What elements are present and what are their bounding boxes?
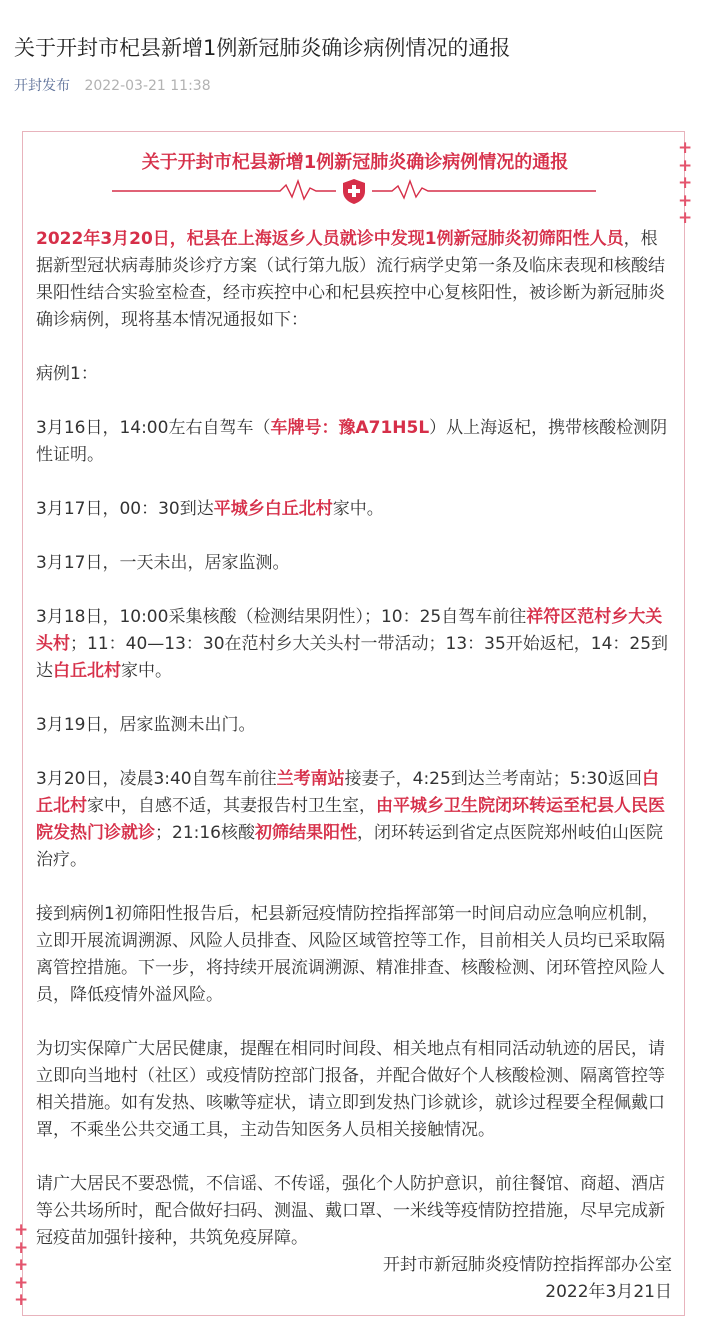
plus-decoration-left: + + + + + — [14, 1220, 29, 1310]
appeal-paragraph: 请广大居民不要恐慌，不信谣、不传谣，强化个人防护意识，前往餐馆、商超、酒店等公共场所时，配合做好扫码、测温、戴口罩、一米线等疫情防控措施，尽早完成新冠疫苗加强针接种，共筑免疫屏障。 — [36, 1174, 665, 1248]
timeline-0317-arrival: 3月17日，00：30到达平城乡白丘北村家中。 — [36, 499, 384, 519]
shield-cross-icon — [343, 179, 365, 204]
plus-decoration-right: + + + + + — [678, 138, 693, 228]
signature — [36, 1252, 672, 1306]
timeline-0320: 3月20日，凌晨3:40自驾车前往兰考南站接妻子，4:25到达兰考南站；5:30返回白丘北村家中，自感不适，其妻报告村卫生室，由平城乡卫生院闭环转运至杞县人民医院发热门诊就诊；21:16核酸初筛结果阳性，闭环转运到省定点医院郑州岐伯山医院治疗。 — [36, 769, 665, 870]
article-meta — [14, 76, 211, 96]
reminder-paragraph: 为切实保障广大居民健康，提醒在相同时间段、相关地点有相同活动轨迹的居民，请立即向当地村（社区）或疫情防控部门报备，并配合做好个人核酸检测、隔离管控等相关措施。如有发热、咳嗽等症状，请立即到发热门诊就诊，就诊过程要全程佩戴口罩，不乘坐公共交通工具，主动告知医务人员相关接触情况。 — [36, 1039, 665, 1140]
timeline-0317-home: 3月17日，一天未出，居家监测。 — [36, 553, 290, 573]
heartbeat-divider — [112, 176, 596, 206]
signature-org: 开封市新冠肺炎疫情防控指挥部办公室 — [383, 1255, 672, 1275]
notice-body — [36, 226, 672, 1279]
case-label: 病例1： — [36, 364, 98, 384]
timeline-0318: 3月18日，10:00采集核酸（检测结果阴性）；10：25自驾车前往祥符区范村乡大关头村；11：40—13：30在范村乡大关头村一带活动；13：35开始返杞，14：25到达白丘北村家中。 — [36, 607, 669, 681]
timeline-0316: 3月16日，14:00左右自驾车（车牌号：豫A71H5L）从上海返杞，携带核酸检测阴性证明。 — [36, 418, 668, 465]
response-paragraph: 接到病例1初筛阳性报告后，杞县新冠疫情防控指挥部第一时间启动应急响应机制，立即开展流调溯源、风险人员排查、风险区域管控等工作，目前相关人员均已采取隔离管控措施。下一步，将持续开展流调溯源、精准排查、核酸检测、闭环管控风险人员，降低疫情外溢风险。 — [36, 904, 665, 1005]
source-link[interactable]: 开封发布 — [14, 78, 70, 94]
intro-paragraph: 2022年3月20日，杞县在上海返乡人员就诊中发现1例新冠肺炎初筛阳性人员，根据新型冠状病毒肺炎诊疗方案（试行第九版）流行病学史第一条及临床表现和核酸结果阳性结合实验室检查，经市疾控中心和杞县疾控中心复核阳性，被诊断为新冠肺炎确诊病例，现将基本情况通报如下： — [36, 229, 665, 330]
notice-title: 关于开封市杞县新增1例新冠肺炎确诊病例情况的通报 — [141, 152, 569, 173]
signature-date: 2022年3月21日 — [545, 1282, 672, 1302]
page-title: 关于开封市杞县新增1例新冠肺炎确诊病例情况的通报 — [14, 36, 511, 60]
timeline-0319: 3月19日，居家监测未出门。 — [36, 715, 256, 735]
publish-time: 2022-03-21 11:38 — [84, 78, 211, 94]
